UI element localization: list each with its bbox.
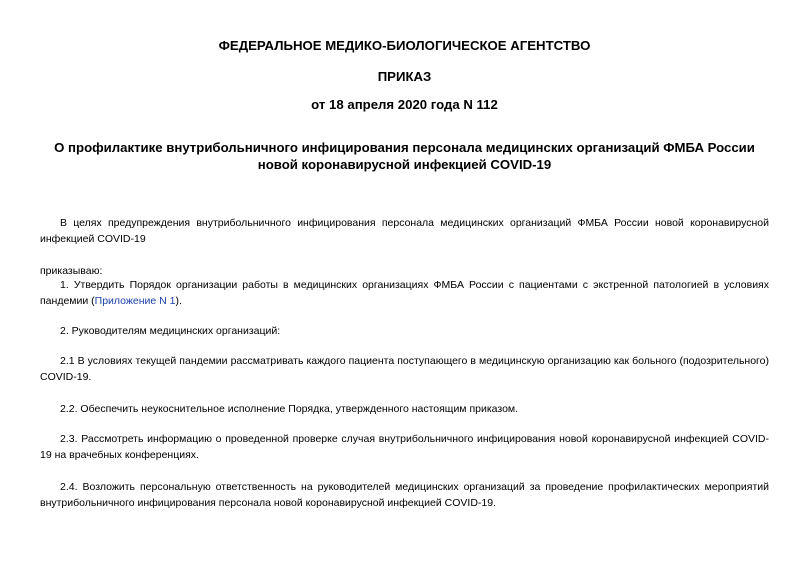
intro-paragraph: В целях предупреждения внутрибольничного инфицирования персонала медицинских организаций ФМБА России новой коронавирусной инфекцией COVID-19 [40, 217, 769, 245]
order-word: приказываю: [40, 265, 103, 277]
item-2-4-paragraph: 2.4. Возложить персональную ответственность на руководителей медицинских организаций за проведение профилактических мероприятий внутрибольничного инфицирования персонала новой коронавирусной инфекцией COVID-19. [40, 481, 769, 509]
appendix-1-link[interactable]: Приложение N 1 [94, 295, 176, 307]
item-2-3-paragraph: 2.3. Рассмотреть информацию о проведенной проверке случая внутрибольничного инфицирования новой коронавирусной инфекцией COVID-19 на врачебных конференциях. [40, 433, 769, 461]
document-title-line-1: О профилактике внутрибольничного инфицирования персонала медицинских организаций ФМБА России [54, 140, 755, 155]
doc-type-heading: ПРИКАЗ [377, 69, 432, 84]
document-title [40, 139, 769, 173]
item-2-paragraph: 2. Руководителям медицинских организаций: [60, 325, 281, 337]
item-1-text-after: ). [175, 295, 182, 307]
item-1-text-before: 1. Утвердить Порядок организации работы в медицинских организациях ФМБА России с пациентами с экстренной патологией в условиях пандемии ( [40, 279, 769, 307]
item-1-paragraph [40, 277, 769, 309]
item-2-1-paragraph: 2.1 В условиях текущей пандемии рассматривать каждого пациента поступающего в медицинскую организацию как больного (подозрительного) COVID-19. [40, 355, 769, 383]
agency-heading: ФЕДЕРАЛЬНОЕ МЕДИКО-БИОЛОГИЧЕСКОЕ АГЕНТСТВО [218, 38, 591, 53]
document-title-line-2: новой коронавирусной инфекцией COVID-19 [257, 157, 552, 172]
document-page [40, 0, 769, 571]
date-heading: от 18 апреля 2020 года N 112 [311, 97, 498, 112]
item-2-2-paragraph: 2.2. Обеспечить неукоснительное исполнение Порядка, утвержденного настоящим приказом. [60, 403, 519, 415]
